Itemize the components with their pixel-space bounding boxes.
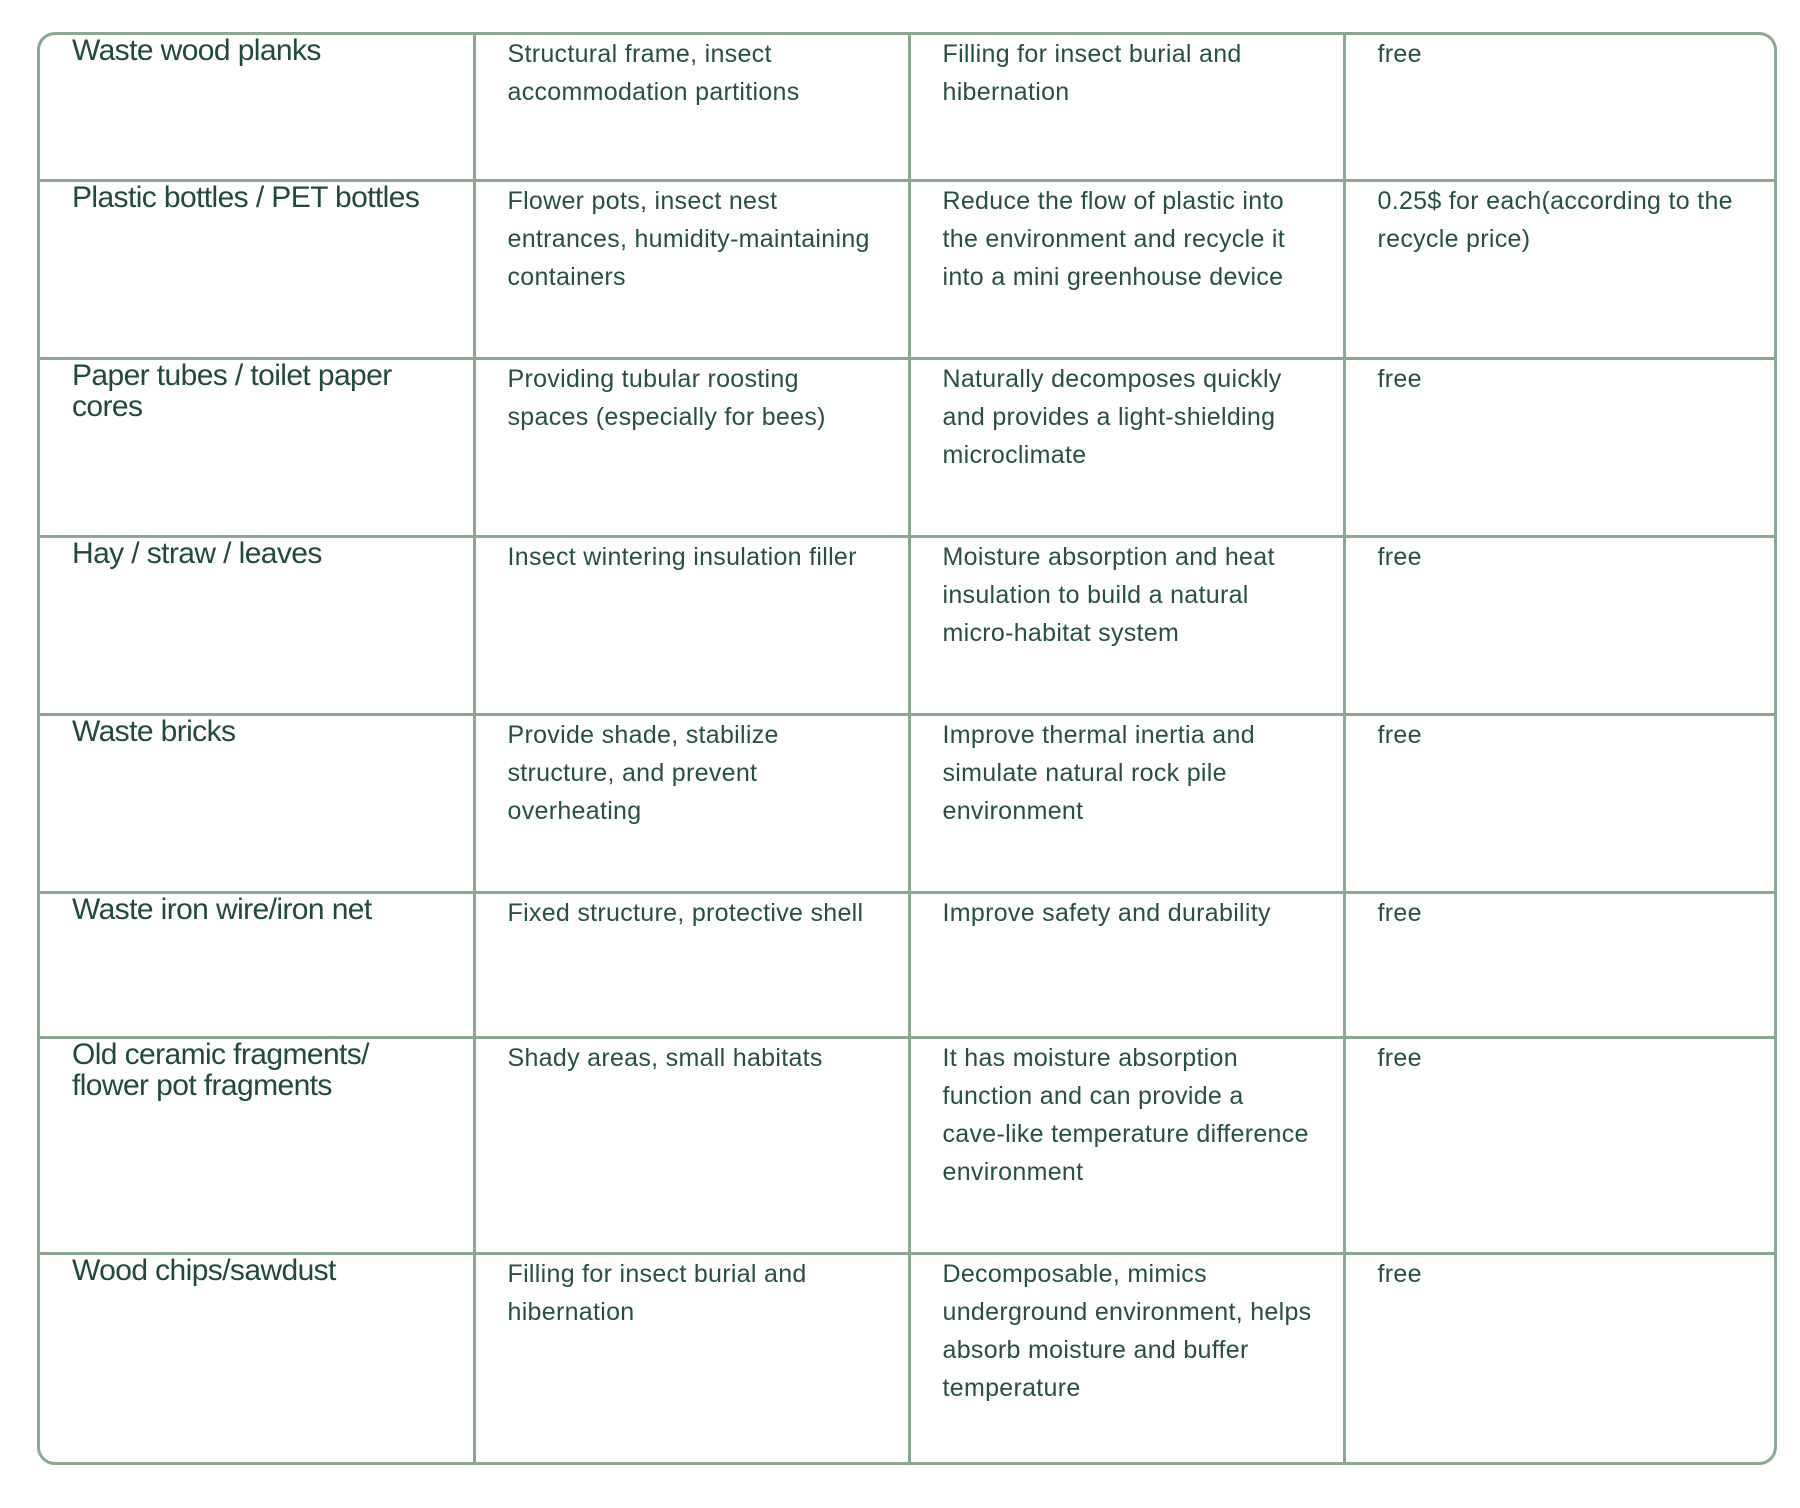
benefit-cell: Filling for insect burial and hibernation [909,35,1344,180]
benefit-cell: Improve safety and durability [909,892,1344,1037]
material-name-cell: Plastic bottles / PET bottles [40,180,474,358]
table-row [40,714,1777,892]
benefit-cell: Improve thermal inertia and simulate natural rock pile environment [909,714,1344,892]
use-cell: Shady areas, small habitats [474,1037,909,1253]
benefit-cell: Decomposable, mimics underground environment, helps absorb moisture and buffer temperature [909,1253,1344,1465]
cost-cell: free [1344,536,1777,714]
benefit-cell: Reduce the flow of plastic into the environment and recycle it into a mini greenhouse device [909,180,1344,358]
cost-cell: free [1344,35,1777,180]
use-cell: Provide shade, stabilize structure, and prevent overheating [474,714,909,892]
cost-cell: free [1344,714,1777,892]
benefit-cell: Moisture absorption and heat insulation to build a natural micro-habitat system [909,536,1344,714]
use-cell: Filling for insect burial and hibernation [474,1253,909,1465]
material-name-cell: Paper tubes / toilet paper cores [40,358,474,536]
materials-grid [40,35,1777,1465]
table-row [40,1037,1777,1253]
cost-cell: free [1377,1259,1422,1288]
benefit-cell: Naturally decomposes quickly and provides a light-shielding microclimate [909,358,1344,536]
material-name-cell: Wood chips/sawdust [40,1253,474,1465]
use-cell: Fixed structure, protective shell [474,892,909,1037]
material-name-cell: Old ceramic fragments/ flower pot fragments [40,1037,474,1253]
benefit-cell: It has moisture absorption function and can provide a cave-like temperature difference environment [909,1037,1344,1253]
use-cell: Insect wintering insulation filler [474,536,909,714]
table-row [40,35,1777,180]
table-row [40,358,1777,536]
cost-cell: 0.25$ for each(according to the recycle price) [1344,180,1777,358]
use-cell: Flower pots, insect nest entrances, humidity-maintaining containers [474,180,909,358]
use-cell: Structural frame, insect accommodation partitions [474,35,909,180]
material-name-cell: Waste bricks [40,714,474,892]
table-row [40,536,1777,714]
cost-cell: free [1344,892,1777,1037]
table-row [40,892,1777,1037]
table-row [40,180,1777,358]
table-row [40,1253,1777,1465]
materials-table [37,32,1777,1465]
use-cell: Providing tubular roosting spaces (especially for bees) [474,358,909,536]
material-name-cell: Waste wood planks [40,35,474,180]
material-name-cell: Waste iron wire/iron net [40,892,474,1037]
cost-cell: free [1344,1037,1777,1253]
cost-cell: free [1344,358,1777,536]
material-name-cell: Hay / straw / leaves [40,536,474,714]
